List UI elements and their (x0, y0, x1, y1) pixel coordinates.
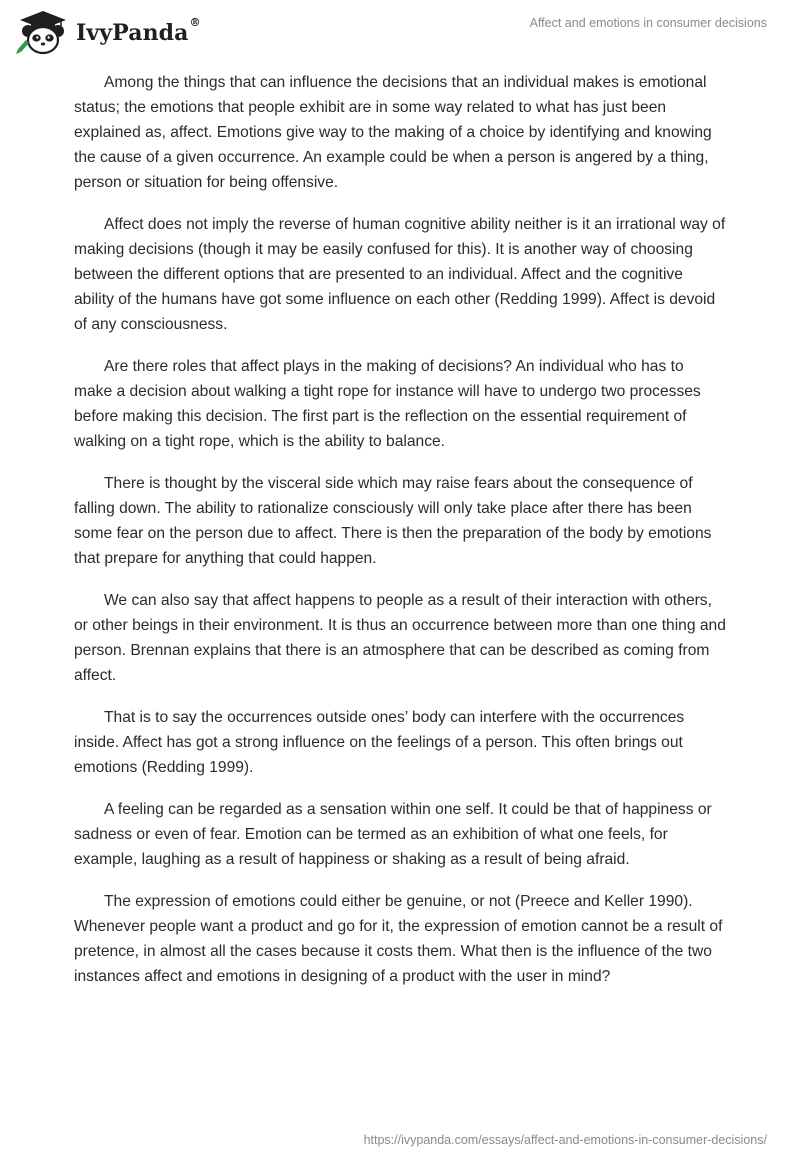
paragraph: That is to say the occurrences outside ones’ body can interfere with the occurrences inside. Affect has got a strong influence on the feelings of a person. This often brings out emotions (Redding 1999). (74, 709, 685, 776)
panda-graduate-icon (14, 9, 72, 55)
document-title: Affect and emotions in consumer decisions (529, 16, 767, 30)
brand-logo[interactable] (14, 9, 201, 55)
paragraph: Affect does not imply the reverse of human cognitive ability neither is it an irrational way of making decisions (though it may be easily confused for this). It is another way of choosing between the different options that are presented to an individual. Affect and the cognitive ability of the humans have got some influence on each other (Redding 1999). Affect is devoid of any consciousness. (74, 216, 726, 333)
paragraph: Among the things that can influence the decisions that an individual makes is emotional status; the emotions that people exhibit are in some way related to what has just been explained as, affect. Emotions give way to the making of a choice by identifying and knowing the cause of a given occurrence. An example could be when a person is angered by a thing, person or situation for being offensive. (74, 74, 712, 191)
paragraph: A feeling can be regarded as a sensation within one self. It could be that of happiness or sadness or even of fear. Emotion can be termed as an exhibition of what one feels, for example, laughing as a result of happiness or shaking as a result of being afraid. (74, 801, 712, 868)
paragraph: The expression of emotions could either be genuine, or not (Preece and Keller 1990). Whenever people want a product and go for it, the expression of emotion cannot be a result of pretence, in almost all the cases because it costs them. What then is the influence of the two instances affect and emotions in designing of a product with the user in mind? (74, 893, 723, 985)
registered-mark: ® (189, 16, 201, 29)
source-url-link[interactable]: https://ivypanda.com/essays/affect-and-emotions-in-consumer-decisions/ (363, 1133, 767, 1147)
paragraph: Are there roles that affect plays in the making of decisions? An individual who has to make a decision about walking a tight rope for instance will have to undergo two processes before making this decision. The first part is the reflection on the essential requirement of walking on a tight rope, which is the ability to balance. (74, 358, 701, 450)
page-header (0, 0, 800, 64)
essay-body (74, 70, 726, 1006)
paragraph: We can also say that affect happens to people as a result of their interaction with others, or other beings in their environment. It is thus an occurrence between more than one thing and person. Brennan explains that there is an atmosphere that can be described as coming from affect. (74, 592, 726, 684)
brand-name: IvyPanda® (76, 16, 201, 46)
paragraph: There is thought by the visceral side which may raise fears about the consequence of falling down. The ability to rationalize consciously will only take place after there has been some fear on the person due to affect. There is then the preparation of the body by emotions that prepare for anything that could happen. (74, 475, 712, 567)
